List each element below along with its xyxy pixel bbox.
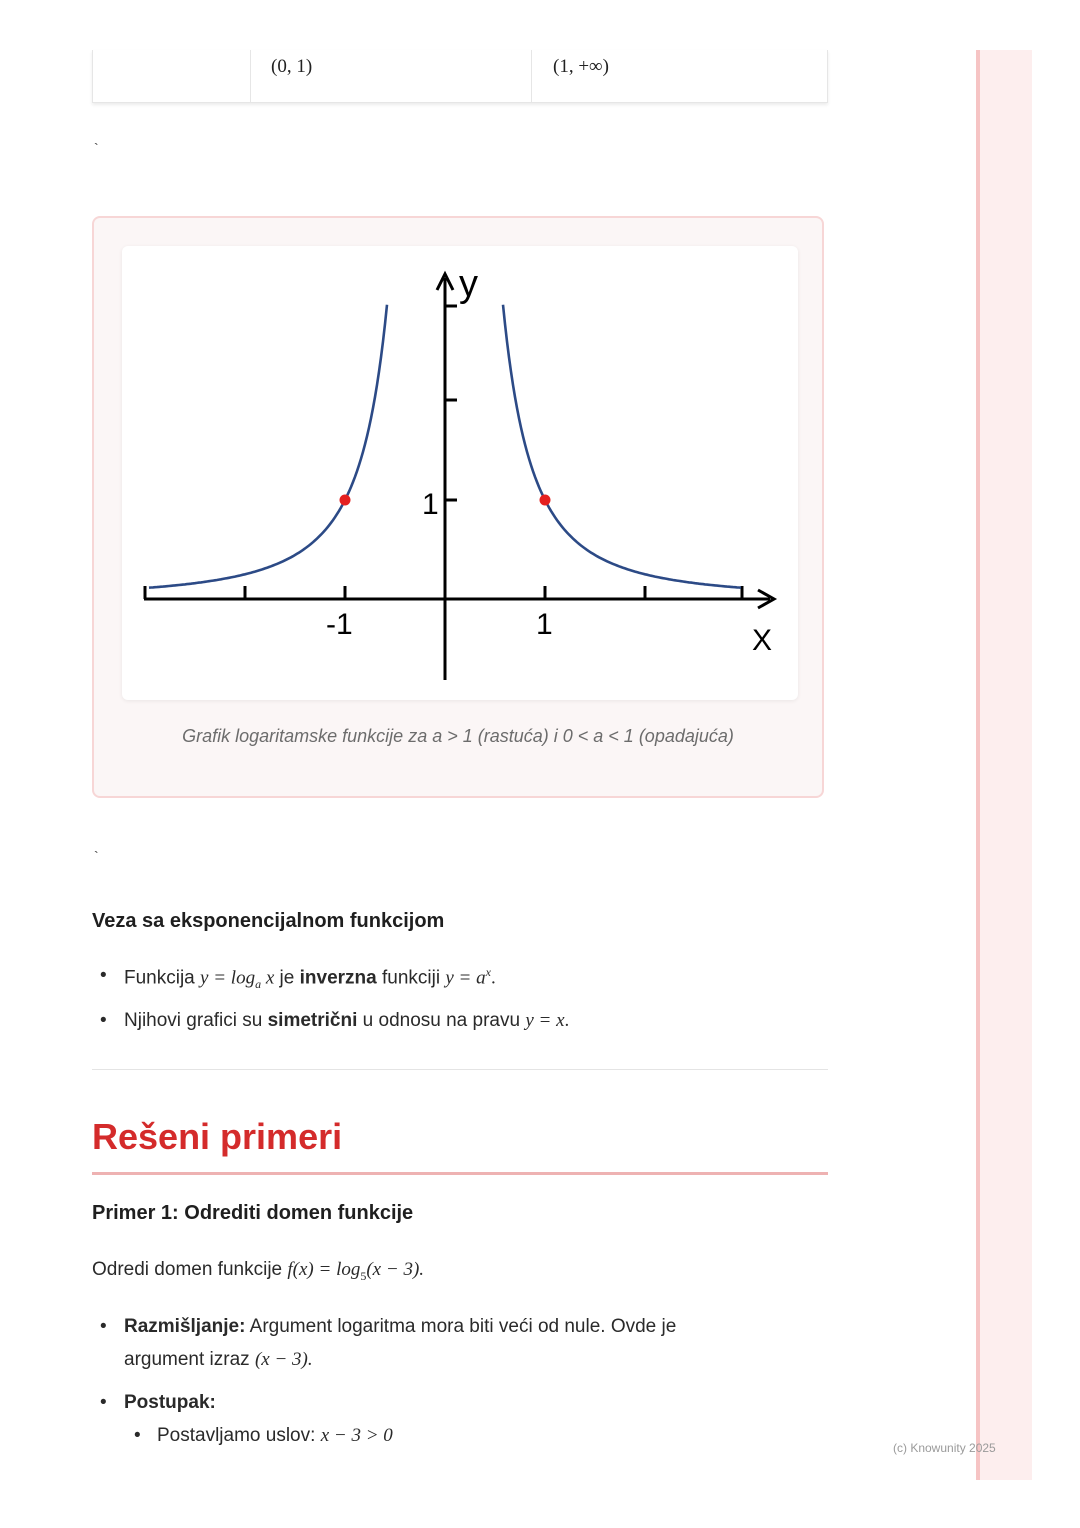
- section-heading-reseni: Rešeni primeri: [92, 1116, 343, 1157]
- math-sup: x: [485, 965, 491, 979]
- y-axis-label: y: [459, 263, 478, 305]
- point-1-1: [540, 495, 551, 506]
- sub-bullet-dot: •: [134, 1425, 141, 1446]
- point-minus1-1: [340, 495, 351, 506]
- text: Funkcija: [124, 967, 201, 989]
- stray-mark: `: [94, 848, 99, 864]
- stray-mark: `: [94, 140, 99, 156]
- math-log: y = log: [200, 967, 256, 989]
- margin-band: [976, 50, 1032, 1480]
- math-arg: (x − 3).: [366, 1259, 425, 1280]
- bullet-dot: •: [100, 965, 107, 986]
- bold-term: inverzna: [299, 967, 377, 989]
- x-tick-label-minus1: -1: [326, 608, 353, 641]
- log-graph-svg: [122, 246, 798, 700]
- text: Argument logaritma mora biti veći od nule. Ovde je: [245, 1316, 677, 1337]
- copyright-text: (c) Knowunity 2025: [893, 1441, 996, 1455]
- example-heading: Primer 1: Odrediti domen funkcije: [92, 1202, 414, 1224]
- text: Njihovi grafici su: [124, 1010, 268, 1031]
- x-axis-label: X: [752, 624, 773, 657]
- bullet-inverse: [124, 965, 496, 992]
- figure-caption: Grafik logaritamske funkcije za a > 1 (rastuća) i 0 < a < 1 (opadajuća): [182, 726, 734, 746]
- text: argument izraz: [124, 1349, 255, 1370]
- table-column-divider: [250, 50, 251, 102]
- math-arg: (x − 3).: [254, 1349, 313, 1370]
- text: .: [490, 967, 496, 989]
- table-cell-interval-0-1: (0, 1): [271, 56, 313, 77]
- sub-bullet-condition: [157, 1425, 393, 1447]
- section-heading-veza: Veza sa eksponencijalnom funkcijom: [92, 910, 445, 932]
- text: je: [274, 967, 300, 989]
- section-divider: [92, 1069, 828, 1070]
- bold-label: Razmišljanje:: [124, 1316, 246, 1337]
- bullet-procedure: [124, 1392, 216, 1414]
- bullet-reasoning-line2: [124, 1349, 313, 1371]
- heading-underline: [92, 1172, 828, 1175]
- text: Odredi domen funkcije: [92, 1259, 288, 1280]
- math-var: x: [261, 967, 275, 989]
- bullet-dot: •: [100, 1316, 107, 1337]
- graph-figure: [92, 216, 824, 798]
- bold-term: simetrični: [267, 1010, 358, 1031]
- text: .: [564, 1010, 570, 1031]
- curve-left: [149, 305, 387, 588]
- bullet-reasoning: [124, 1316, 676, 1338]
- math-line: y = x: [525, 1010, 565, 1031]
- math-exp: y = a: [445, 967, 486, 989]
- x-tick-label-1: 1: [536, 608, 553, 641]
- bullet-dot: •: [100, 1010, 107, 1031]
- margin-line: [976, 50, 980, 1480]
- example-statement: [92, 1259, 424, 1284]
- math-func: f(x) = log: [287, 1259, 361, 1280]
- table-cell-interval-1-inf: (1, +∞): [553, 56, 609, 77]
- table-column-divider: [531, 50, 532, 102]
- curve-right: [503, 305, 741, 588]
- domain-table-fragment: [92, 50, 828, 103]
- math-sub: 5: [360, 1268, 367, 1283]
- bullet-dot: •: [100, 1392, 107, 1413]
- math-condition: x − 3 > 0: [320, 1425, 393, 1446]
- text: Postavljamo uslov:: [157, 1425, 321, 1446]
- bold-label: Postupak:: [124, 1392, 216, 1413]
- math-sub: a: [255, 977, 262, 992]
- graph-image: [122, 246, 798, 700]
- text: funkciji: [376, 967, 446, 989]
- bullet-symmetry: [124, 1010, 569, 1032]
- text: u odnosu na pravu: [357, 1010, 526, 1031]
- y-tick-label-1: 1: [422, 488, 439, 521]
